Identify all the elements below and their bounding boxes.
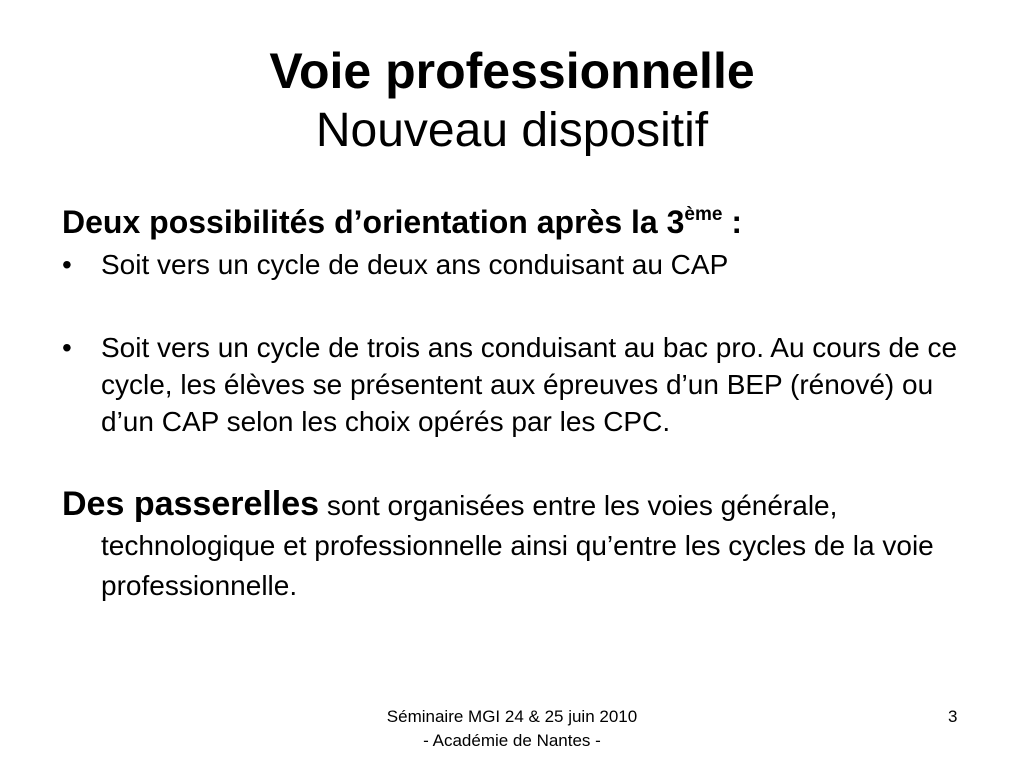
title-subtitle: Nouveau dispositif: [315, 104, 709, 157]
bullet-item: [62, 246, 972, 283]
passerelles-paragraph: [62, 484, 972, 606]
bullet-list: [62, 246, 972, 440]
bullet-text: Soit vers un cycle de trois ans conduisant au bac pro. Au cours de ce cycle, les élèves se présentent aux épreuves d’un BEP (rénové) ou d’un CAP selon les choix opérés par les CPC.: [101, 332, 958, 437]
page-number: 3: [948, 707, 958, 726]
heading-suffix: :: [722, 204, 742, 240]
heading-superscript: ème: [684, 204, 723, 225]
bullet-marker: •: [62, 249, 72, 280]
footer-line-1: Séminaire MGI 24 & 25 juin 2010: [386, 707, 638, 726]
bullet-text: Soit vers un cycle de deux ans conduisant au CAP: [101, 249, 729, 280]
footer-line-2: - Académie de Nantes -: [423, 731, 601, 750]
passerelles-text: sont organisées entre les voies générale, technologique et professionnelle ainsi qu’entre les cycles de la voie professionnelle.: [101, 490, 934, 601]
bullet-marker: •: [62, 332, 72, 363]
heading-text: Deux possibilités d’orientation après la 3: [62, 204, 685, 240]
slide-body: [62, 198, 972, 634]
bullet-item: [62, 329, 972, 440]
passerelles-lead: Des passerelles: [62, 485, 320, 523]
section-heading: [62, 198, 972, 246]
footer: [0, 705, 1024, 753]
slide-title: [0, 40, 1024, 160]
title-main: Voie professionnelle: [269, 43, 755, 99]
